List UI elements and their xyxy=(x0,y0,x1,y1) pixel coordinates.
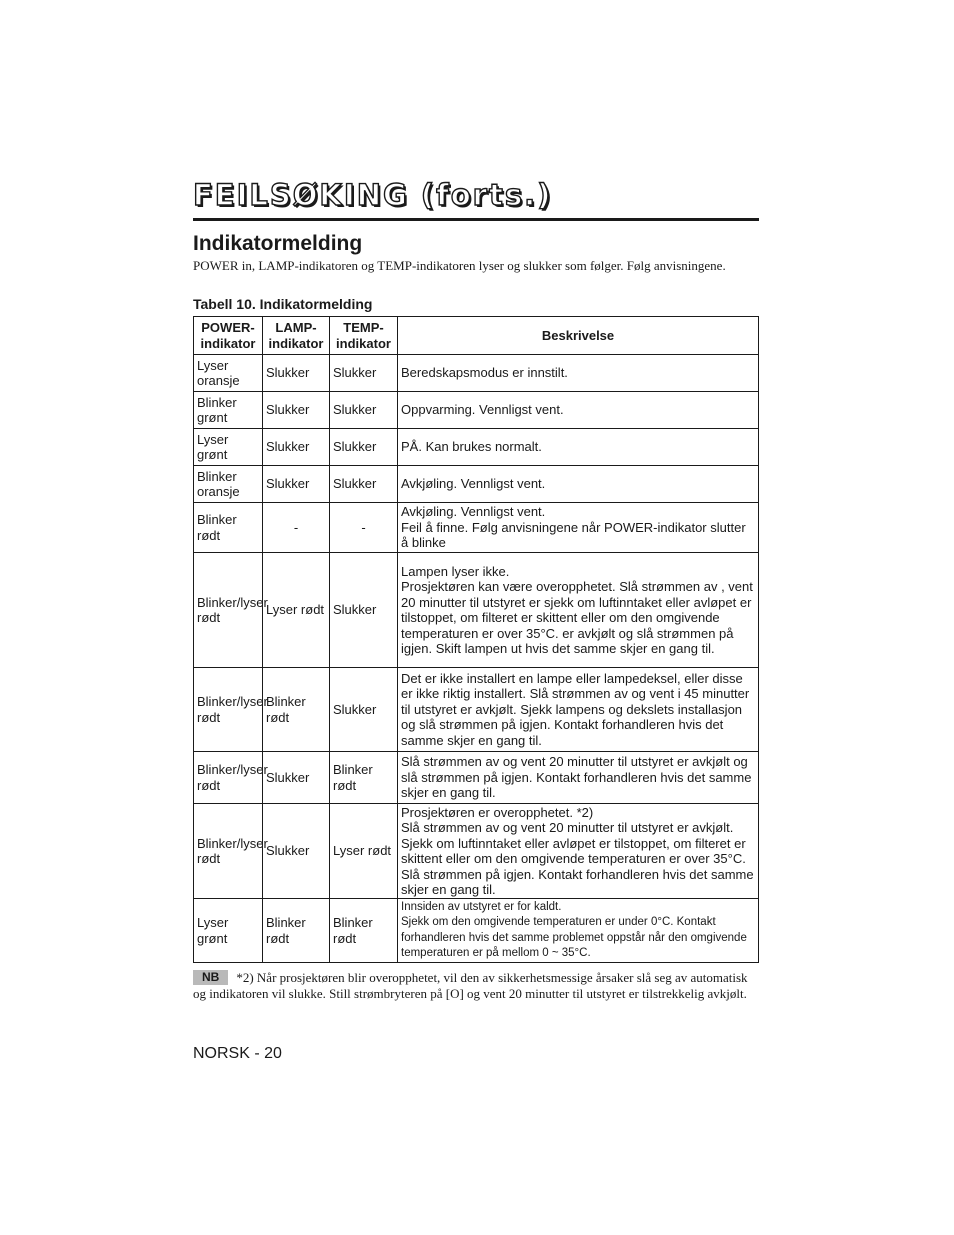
table-row xyxy=(194,804,759,899)
cell-power: Lyser grønt xyxy=(194,429,263,466)
header-lamp-line-1: LAMP- xyxy=(275,320,317,335)
cell-description xyxy=(398,899,759,963)
cell-lamp: Slukker xyxy=(263,752,330,804)
description-line: Slå strømmen av og vent 20 minutter til utstyret er avkjølt. Sjekk om luftinntaket eller avløpet er tilstoppet, om filteret er skittent eller om den omgivende temperaturen er over 35°C. Slå strømmen på igjen. Kontakt forhandleren hvis det samme skjer en gang til. xyxy=(401,820,754,897)
cell-temp: Blinker rødt xyxy=(330,752,398,804)
footnote-text: *2) Når prosjektøren blir overopphetet, vil den av sikkerhetsmessige årsaker slå seg av automatisk og indikatoren vil slukke. Still strømbryteren på [O] og vent 20 minutter til utstyret er tilstrekkelig avkjølt. xyxy=(193,970,748,1001)
cell-temp: Slukker xyxy=(330,429,398,466)
cell-description xyxy=(398,804,759,899)
cell-temp: Slukker xyxy=(330,392,398,429)
table-row xyxy=(194,752,759,804)
cell-power: Blinker/lyser rødt xyxy=(194,752,263,804)
table-row xyxy=(194,899,759,963)
description-line: Feil å finne. Følg anvisningene når POWER-indikator slutter å blinke xyxy=(401,519,746,551)
table-row xyxy=(194,466,759,503)
cell-temp: Slukker xyxy=(330,466,398,503)
cell-temp: Blinker rødt xyxy=(330,899,398,963)
table-row xyxy=(194,355,759,392)
description-line: Oppvarming. Vennligst vent. xyxy=(401,402,564,418)
cell-power: Blinker grønt xyxy=(194,392,263,429)
table-caption: Tabell 10. Indikatormelding xyxy=(193,296,373,312)
cell-lamp: Slukker xyxy=(263,466,330,503)
cell-lamp: Slukker xyxy=(263,392,330,429)
cell-temp: Slukker xyxy=(330,553,398,668)
intro-paragraph: POWER in, LAMP-indikatoren og TEMP-indikatoren lyser og slukker som følger. Følg anvisningene. xyxy=(193,258,726,273)
cell-power: Blinker oransje xyxy=(194,466,263,503)
description-line: Prosjektøren kan være overopphetet. Slå strømmen av , vent 20 minutter til utstyret er sjekk om luftinntaket eller avløpet er tilstoppet, om filteret er skittent eller om den omgivende temperaturen er over 35°C. er avkjølt og slå strømmen på igjen. Skift lampen ut hvis det samme skjer en gang til. xyxy=(401,579,753,656)
description-line: Beredskapsmodus er innstilt. xyxy=(401,365,568,381)
table-header-row xyxy=(194,317,759,355)
cell-temp: Lyser rødt xyxy=(330,804,398,899)
title-rule xyxy=(193,218,759,221)
header-temp xyxy=(330,317,398,355)
cell-temp: Slukker xyxy=(330,355,398,392)
cell-lamp: Slukker xyxy=(263,355,330,392)
cell-temp: - xyxy=(330,503,398,553)
footnote xyxy=(193,970,753,1002)
cell-description xyxy=(398,668,759,752)
header-lamp-line-2: indikator xyxy=(268,335,324,351)
cell-description xyxy=(398,466,759,503)
cell-lamp: Lyser rødt xyxy=(263,553,330,668)
description-line: Avkjøling. Vennligst vent. xyxy=(401,504,546,520)
cell-description xyxy=(398,503,759,553)
cell-power: Blinker rødt xyxy=(194,503,263,553)
description-line: Innsiden av utstyret er for kaldt. xyxy=(401,900,562,913)
cell-power: Blinker/lyser rødt xyxy=(194,553,263,668)
table-row xyxy=(194,429,759,466)
cell-lamp: Blinker rødt xyxy=(263,668,330,752)
description-line: Det er ikke installert en lampe eller lampedeksel, eller disse er ikke riktig installert. Slå strømmen av og vent i 45 minutter til utstyret er avkjølt. Sjekk lampens og dekslets installasjon og slå strømmen på igjen. Kontakt forhandleren hvis det samme skjer en gang til. xyxy=(401,670,750,748)
cell-power: Lyser grønt xyxy=(194,899,263,963)
table-row xyxy=(194,553,759,668)
cell-description xyxy=(398,355,759,392)
cell-description xyxy=(398,752,759,804)
cell-lamp: Slukker xyxy=(263,804,330,899)
header-power xyxy=(194,317,263,355)
description-line: Avkjøling. Vennligst vent. xyxy=(401,476,546,492)
description-line: Sjekk om den omgivende temperaturen er under 0°C. Kontakt forhandleren hvis det samme problemet oppstår når den omgivende temperaturen er på mellom 0 ~ 35°C. xyxy=(401,916,747,959)
table-row xyxy=(194,392,759,429)
page-number: NORSK - 20 xyxy=(193,1045,282,1062)
cell-power: Blinker/lyser rødt xyxy=(194,668,263,752)
header-power-line-2: indikator xyxy=(200,335,256,351)
cell-lamp: Slukker xyxy=(263,429,330,466)
cell-lamp: - xyxy=(263,503,330,553)
nb-badge: NB xyxy=(193,970,228,985)
table-row xyxy=(194,668,759,752)
description-line: PÅ. Kan brukes normalt. xyxy=(401,439,542,455)
section-heading: Indikatormelding xyxy=(193,232,363,255)
cell-power: Lyser oransje xyxy=(194,355,263,392)
description-line: Prosjektøren er overopphetet. *2) xyxy=(401,804,594,820)
header-power-line-1: POWER- xyxy=(201,320,255,335)
cell-description xyxy=(398,553,759,668)
header-lamp xyxy=(263,317,330,355)
header-description: Beskrivelse xyxy=(398,317,759,355)
cell-description xyxy=(398,392,759,429)
cell-lamp: Blinker rødt xyxy=(263,899,330,963)
page-title: FEILSØKING (forts.) xyxy=(193,178,553,212)
cell-description xyxy=(398,429,759,466)
header-temp-line-2: indikator xyxy=(336,335,391,351)
cell-power: Blinker/lyser rødt xyxy=(194,804,263,899)
table-row xyxy=(194,503,759,553)
indicator-table xyxy=(193,316,759,963)
cell-temp: Slukker xyxy=(330,668,398,752)
description-line: Slå strømmen av og vent 20 minutter til utstyret er avkjølt og slå strømmen på igjen. Kontakt forhandleren hvis det samme skjer en gang til. xyxy=(401,754,752,801)
header-temp-line-1: TEMP- xyxy=(343,320,384,335)
description-line: Lampen lyser ikke. xyxy=(401,563,510,579)
